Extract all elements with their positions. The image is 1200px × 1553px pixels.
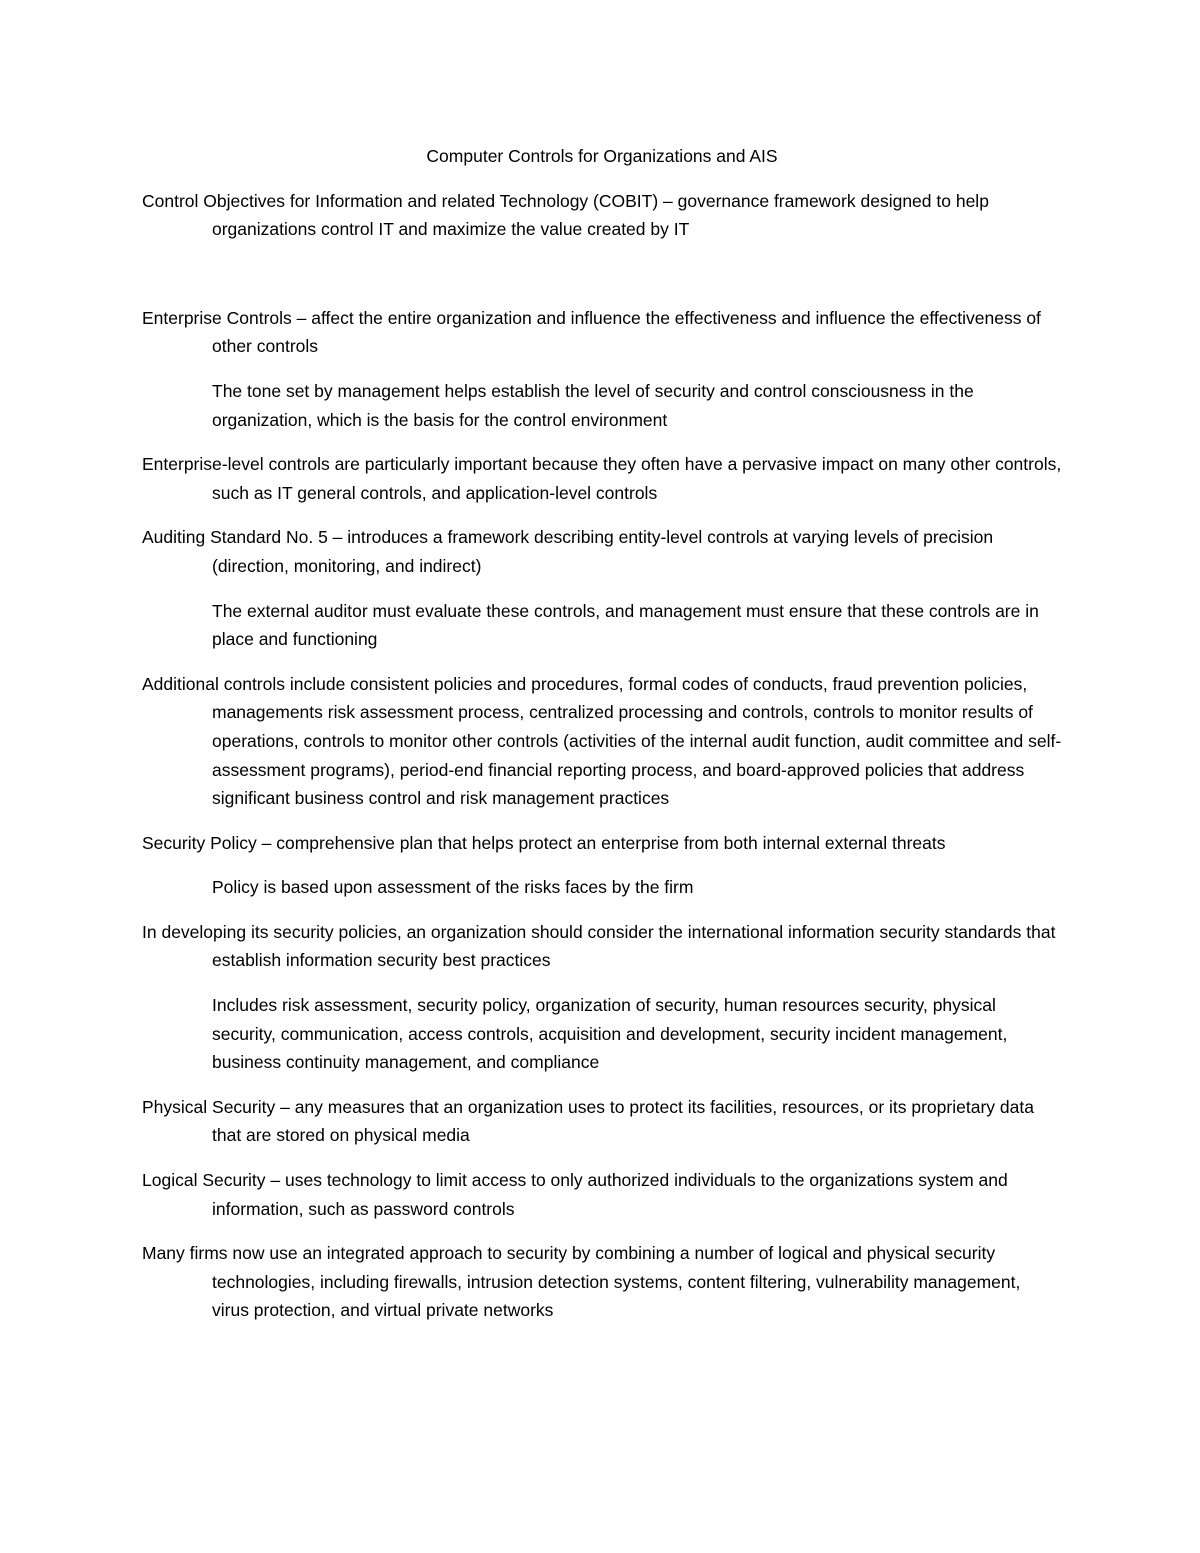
- document-title: Computer Controls for Organizations and AIS: [426, 146, 778, 166]
- paragraph-integrated-approach: Many firms now use an integrated approach to security by combining a number of logical and physical security technologies, including firewalls, intrusion detection systems, content filtering, vulnerability management, virus protection, and virtual private networks: [142, 1243, 1021, 1321]
- document-body: [142, 142, 1062, 1341]
- paragraph-cobit: Control Objectives for Information and related Technology (COBIT) – governance framework designed to help organizations control IT and maximize the value created by IT: [142, 190, 989, 240]
- paragraph-enterprise-level-controls: Enterprise-level controls are particularly important because they often have a pervasive impact on many other controls, such as IT general controls, and application-level controls: [142, 454, 1062, 503]
- paragraph-physical-security: Physical Security – any measures that an organization uses to protect its facilities, resources, or its proprietary data that are stored on physical media: [142, 1096, 1034, 1146]
- paragraph-policy-based-on-risk: Policy is based upon assessment of the risks faces by the firm: [212, 877, 694, 898]
- paragraph-security-policy: Security Policy – comprehensive plan that helps protect an enterprise from both internal external threats: [142, 832, 946, 853]
- paragraph-auditing-standard-5: Auditing Standard No. 5 – introduces a framework describing entity-level controls at varying levels of precision (direction, monitoring, and indirect): [142, 527, 994, 576]
- paragraph-additional-controls: Additional controls include consistent policies and procedures, formal codes of conducts, fraud prevention policies, managements risk assessment process, centralized processing and controls, controls to monitor results of operations, controls to monitor other controls (activities of the internal audit function, audit committee and self-assessment programs), period-end financial reporting process, and board-approved policies that address significant business control and risk management practices: [142, 673, 1062, 809]
- paragraph-enterprise-controls: Enterprise Controls – affect the entire organization and influence the effectiveness and influence the effectiveness of other controls: [142, 307, 1041, 357]
- paragraph-includes-risk-assessment: Includes risk assessment, security policy, organization of security, human resources security, physical security, communication, access controls, acquisition and development, security incident management, business continuity management, and compliance: [212, 995, 1008, 1073]
- paragraph-logical-security: Logical Security – uses technology to limit access to only authorized individuals to the organizations system and information, such as password controls: [142, 1170, 1008, 1219]
- paragraph-external-auditor: The external auditor must evaluate these controls, and management must ensure that these controls are in place and functioning: [212, 600, 1039, 650]
- paragraph-tone-set-by-management: The tone set by management helps establish the level of security and control consciousness in the organization, which is the basis for the control environment: [212, 380, 974, 430]
- paragraph-developing-security-policies: In developing its security policies, an organization should consider the international information security standards that establish information security best practices: [142, 921, 1056, 971]
